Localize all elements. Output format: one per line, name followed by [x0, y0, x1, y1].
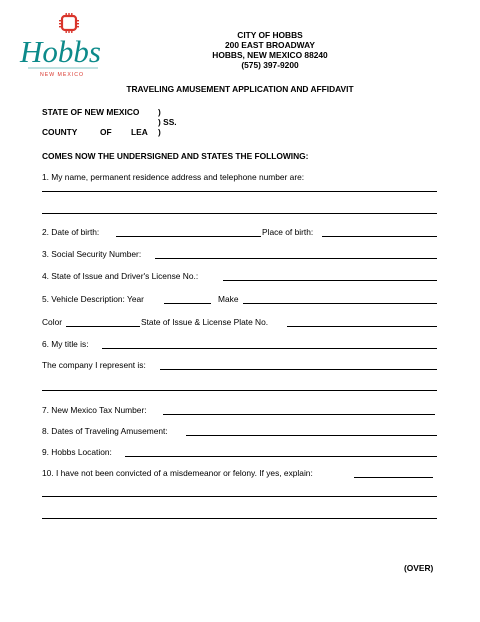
color-label: Color — [42, 317, 63, 327]
venue-lea: LEA — [131, 127, 148, 137]
tax-number-field[interactable] — [163, 414, 435, 415]
logo-subtitle: NEW MEXICO — [40, 72, 85, 78]
logo-wordmark: Hobbs — [20, 34, 101, 69]
item-9-label: 9. Hobbs Location: — [42, 447, 112, 457]
form-title: TRAVELING AMUSEMENT APPLICATION AND AFFIDAVIT — [126, 84, 354, 94]
venue-paren-3: ) — [158, 127, 161, 137]
item-2-pob-label: Place of birth: — [262, 227, 314, 237]
amusement-dates-field[interactable] — [186, 435, 437, 436]
item-8-label: 8. Dates of Traveling Amusement: — [42, 426, 168, 436]
zia-sun-icon — [59, 13, 79, 33]
company-label: The company I represent is: — [42, 360, 146, 370]
explain-line-c[interactable] — [42, 518, 437, 519]
comes-now-statement: COMES NOW THE UNDERSIGNED AND STATES THE FOLLOWING: — [42, 151, 309, 161]
explain-line-b[interactable] — [42, 496, 437, 497]
item-4-label: 4. State of Issue and Driver's License No.: — [42, 271, 199, 281]
venue-county: COUNTY — [42, 127, 78, 137]
venue-of: OF — [100, 127, 112, 137]
hobbs-logo — [18, 12, 108, 78]
header-line-2: 200 EAST BROADWAY — [225, 40, 315, 50]
header-line-1: CITY OF HOBBS — [237, 30, 303, 40]
venue-ss: ) SS. — [158, 117, 177, 127]
item-5-make-label: Make — [218, 294, 239, 304]
pob-field[interactable] — [322, 236, 437, 237]
over-note: (OVER) — [404, 563, 434, 573]
drivers-license-field[interactable] — [223, 280, 437, 281]
item-10-label: 10. I have not been convicted of a misdemeanor or felony. If yes, explain: — [42, 468, 313, 478]
title-field[interactable] — [102, 348, 437, 349]
venue-paren-1: ) — [158, 107, 161, 117]
item-5-label: 5. Vehicle Description: Year — [42, 294, 144, 304]
item-6-label: 6. My title is: — [42, 339, 89, 349]
license-plate-field[interactable] — [287, 326, 437, 327]
city-address-block — [190, 30, 350, 70]
vehicle-color-field[interactable] — [66, 326, 140, 327]
company-line-b[interactable] — [42, 390, 437, 391]
item-7-label: 7. New Mexico Tax Number: — [42, 405, 147, 415]
explain-field[interactable] — [354, 477, 433, 478]
header-line-4: (575) 397-9200 — [241, 60, 299, 70]
hobbs-location-field[interactable] — [125, 456, 437, 457]
plate-label: State of Issue & License Plate No. — [141, 317, 269, 327]
vehicle-year-field[interactable] — [164, 303, 211, 304]
item-1-label: 1. My name, permanent residence address and telephone number are: — [42, 172, 305, 182]
vehicle-make-field[interactable] — [243, 303, 437, 304]
header-line-3: HOBBS, NEW MEXICO 88240 — [212, 50, 328, 60]
item-3-label: 3. Social Security Number: — [42, 249, 142, 259]
item-1-line-a[interactable] — [42, 191, 437, 192]
item-1-line-b[interactable] — [42, 213, 437, 214]
item-2-dob-label: 2. Date of birth: — [42, 227, 100, 237]
venue-state: STATE OF NEW MEXICO — [42, 107, 140, 117]
dob-field[interactable] — [116, 236, 261, 237]
ssn-field[interactable] — [155, 258, 437, 259]
company-field[interactable] — [160, 369, 437, 370]
